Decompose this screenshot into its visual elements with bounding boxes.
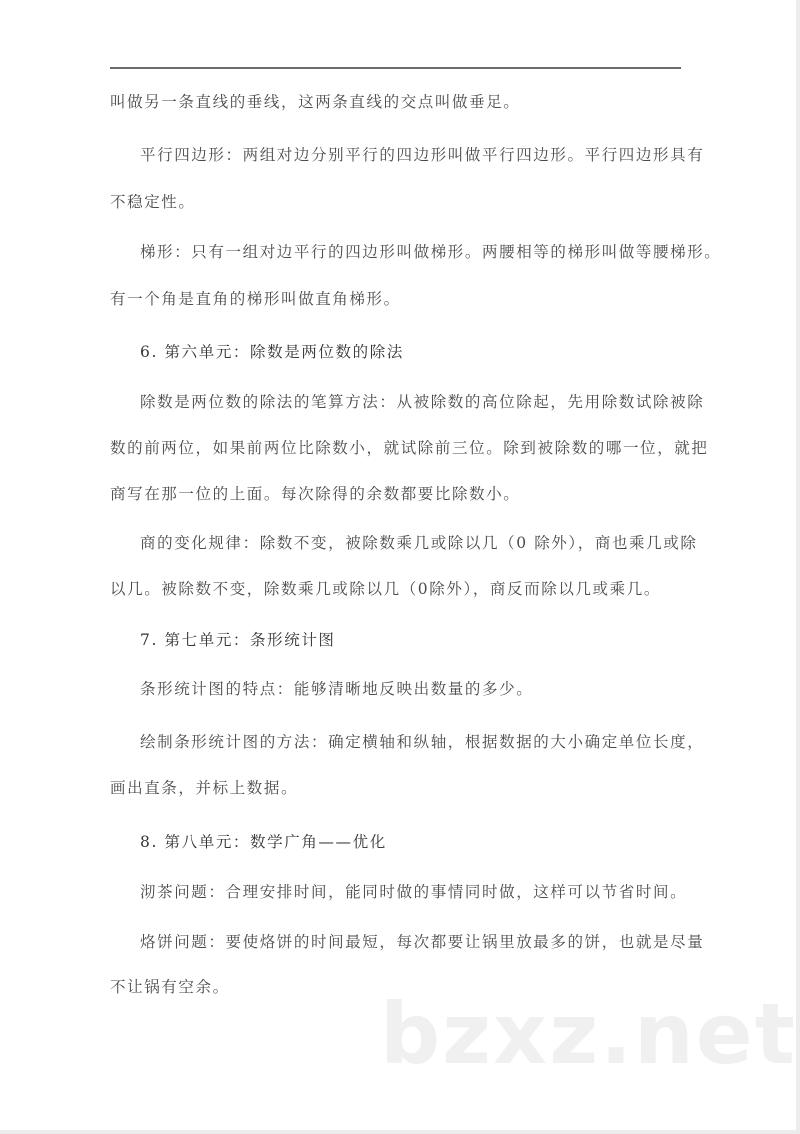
text-line: 除数是两位数的除法的笔算方法：从被除数的高位除起，先用除数试除被除 — [140, 393, 705, 411]
section-heading-6: 6. 第六单元：除数是两位数的除法 — [140, 343, 404, 361]
text-line: 以几。被除数不变，除数乘几或除以几（0除外），商反而除以几或乘几。 — [110, 580, 661, 598]
text-line: 叫做另一条直线的垂线，这两条直线的交点叫做垂足。 — [110, 93, 521, 111]
section-heading-7: 7. 第七单元：条形统计图 — [140, 631, 336, 649]
text-line: 数的前两位，如果前两位比除数小，就试除前三位。除到被除数的哪一位，就把 — [110, 439, 709, 457]
text-line: 画出直条，并标上数据。 — [110, 779, 299, 797]
text-line: 商的变化规律：除数不变，被除数乘几或除以几（0 除外），商也乘几或除 — [140, 534, 698, 552]
watermark: bzxz.net — [380, 985, 797, 1083]
text-line: 不稳定性。 — [110, 193, 196, 211]
text-line: 条形统计图的特点：能够清晰地反映出数量的多少。 — [140, 680, 534, 698]
header-rule — [110, 67, 681, 69]
section-heading-8: 8. 第八单元：数学广角——优化 — [140, 833, 387, 851]
text-line: 有一个角是直角的梯形叫做直角梯形。 — [110, 290, 401, 308]
text-line: 平行四边形：两组对边分别平行的四边形叫做平行四边形。平行四边形具有 — [140, 146, 705, 164]
text-line: 烙饼问题：要使烙饼的时间最短，每次都要让锅里放最多的饼，也就是尽量 — [140, 933, 705, 951]
text-line: 不让锅有空余。 — [110, 978, 230, 996]
text-line: 商写在那一位的上面。每次除得的余数都要比除数小。 — [110, 485, 521, 503]
text-line: 绘制条形统计图的方法：确定横轴和纵轴，根据数据的大小确定单位长度， — [140, 733, 705, 751]
text-line: 梯形：只有一组对边平行的四边形叫做梯形。两腰相等的梯形叫做等腰梯形。 — [140, 243, 722, 261]
text-line: 沏茶问题：合理安排时间，能同时做的事情同时做，这样可以节省时间。 — [140, 883, 688, 901]
